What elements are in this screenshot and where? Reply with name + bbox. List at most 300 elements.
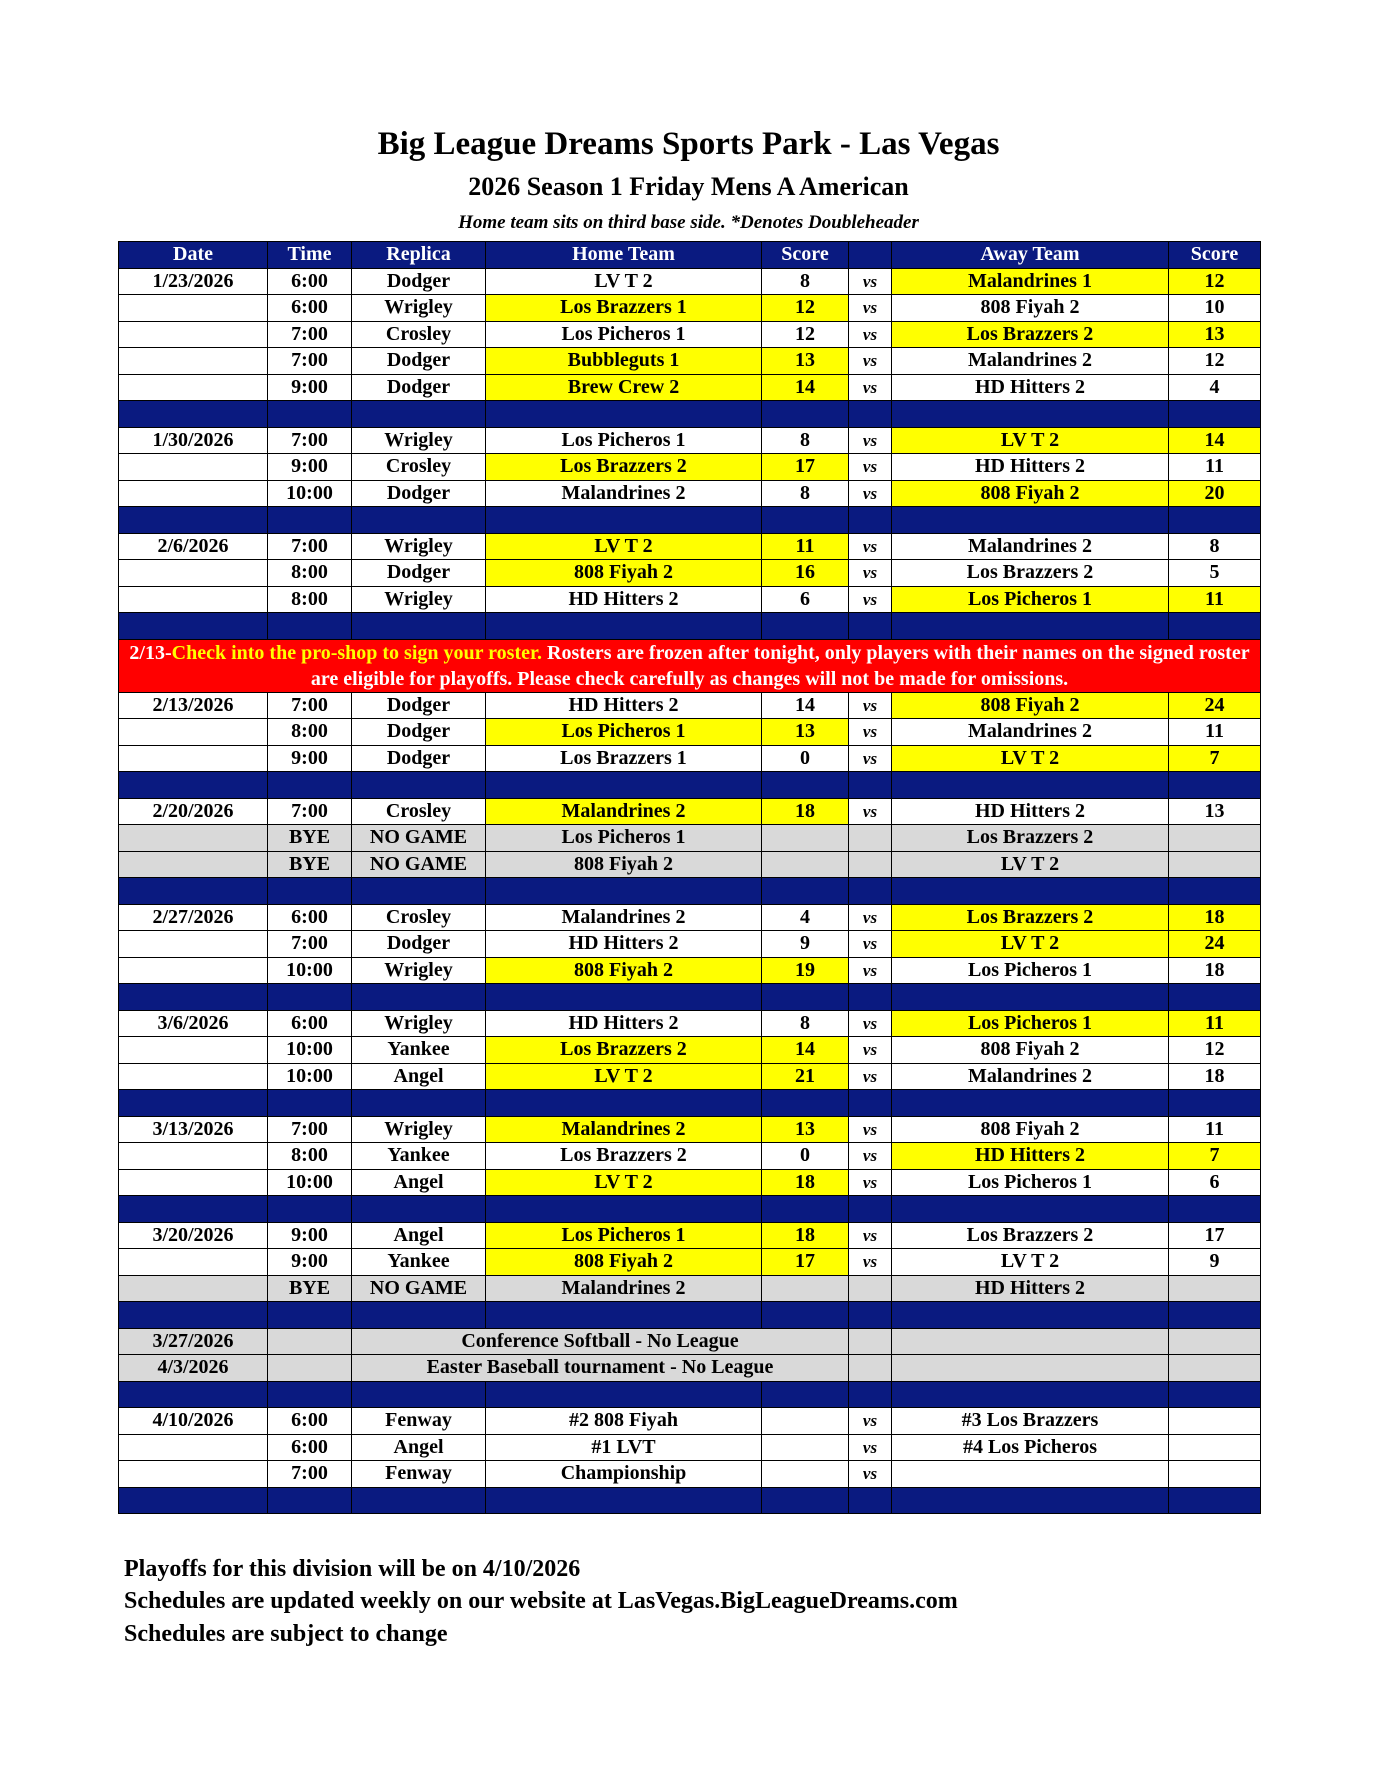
away-team-cell	[892, 1355, 1169, 1382]
home-team-cell: LV T 2	[486, 1169, 762, 1196]
game-row	[119, 1143, 1261, 1170]
event-row	[119, 1328, 1261, 1355]
field-cell: Wrigley	[352, 1116, 486, 1143]
separator-cell	[849, 1381, 892, 1408]
separator-cell	[486, 984, 762, 1011]
separator-row	[119, 772, 1261, 799]
vs-cell: vs	[849, 1037, 892, 1064]
home-team-cell: LV T 2	[486, 1063, 762, 1090]
date-cell: 3/6/2026	[119, 1010, 268, 1037]
home-team-cell: Los Picheros 1	[486, 1222, 762, 1249]
home-team-cell: 808 Fiyah 2	[486, 560, 762, 587]
vs-cell: vs	[849, 692, 892, 719]
page-title: Big League Dreams Sports Park - Las Vegas	[377, 126, 1000, 162]
separator-cell	[268, 984, 352, 1011]
time-cell: 6:00	[268, 295, 352, 322]
game-row	[119, 586, 1261, 613]
away-team-cell: 808 Fiyah 2	[892, 1116, 1169, 1143]
away-team-cell: HD Hitters 2	[892, 798, 1169, 825]
date-cell	[119, 931, 268, 958]
date-cell: 4/10/2026	[119, 1408, 268, 1435]
field-cell: Wrigley	[352, 586, 486, 613]
vs-cell: vs	[849, 1143, 892, 1170]
game-row	[119, 1010, 1261, 1037]
game-row	[119, 1063, 1261, 1090]
separator-cell	[762, 613, 849, 640]
separator-cell	[892, 1196, 1169, 1223]
vs-cell: vs	[849, 533, 892, 560]
game-row	[119, 295, 1261, 322]
home-team-cell: HD Hitters 2	[486, 692, 762, 719]
date-cell	[119, 851, 268, 878]
time-cell: 10:00	[268, 1169, 352, 1196]
away-team-cell: LV T 2	[892, 851, 1169, 878]
away-score-cell: 11	[1169, 586, 1261, 613]
time-cell: 8:00	[268, 719, 352, 746]
separator-cell	[849, 1196, 892, 1223]
separator-cell	[119, 772, 268, 799]
schedule-table	[118, 241, 1261, 1514]
vs-cell: vs	[849, 586, 892, 613]
field-cell: NO GAME	[352, 851, 486, 878]
away-score-cell: 11	[1169, 1116, 1261, 1143]
field-cell: Dodger	[352, 719, 486, 746]
separator-cell	[268, 878, 352, 905]
away-team-cell: Los Brazzers 2	[892, 1222, 1169, 1249]
field-cell: Dodger	[352, 692, 486, 719]
time-cell: 8:00	[268, 586, 352, 613]
separator-cell	[486, 772, 762, 799]
away-team-cell: LV T 2	[892, 745, 1169, 772]
vs-cell: vs	[849, 1222, 892, 1249]
home-score-cell: 13	[762, 1116, 849, 1143]
away-team-cell: Los Brazzers 2	[892, 904, 1169, 931]
notice-text: Rosters are frozen after tonight, only players with their names on the signed roster are eligible for playoffs. Please check carefully as changes will not be made for omissions.	[310, 641, 1250, 690]
vs-cell: vs	[849, 480, 892, 507]
time-cell: 7:00	[268, 1461, 352, 1488]
vs-cell: vs	[849, 745, 892, 772]
field-cell: NO GAME	[352, 825, 486, 852]
away-team-cell: HD Hitters 2	[892, 374, 1169, 401]
vs-cell: vs	[849, 374, 892, 401]
time-cell: BYE	[268, 825, 352, 852]
separator-cell	[892, 1487, 1169, 1514]
home-score-cell: 14	[762, 692, 849, 719]
away-score-cell: 8	[1169, 533, 1261, 560]
game-row	[119, 1408, 1261, 1435]
separator-row	[119, 1381, 1261, 1408]
away-score-cell: 11	[1169, 719, 1261, 746]
date-cell	[119, 825, 268, 852]
home-score-cell	[762, 1275, 849, 1302]
away-team-cell: Malandrines 2	[892, 719, 1169, 746]
away-score-cell: 10	[1169, 295, 1261, 322]
vs-cell: vs	[849, 427, 892, 454]
away-score-cell	[1169, 1355, 1261, 1382]
time-cell: 9:00	[268, 374, 352, 401]
separator-row	[119, 1302, 1261, 1329]
time-cell: 10:00	[268, 1037, 352, 1064]
field-cell: Yankee	[352, 1249, 486, 1276]
home-score-cell: 4	[762, 904, 849, 931]
away-score-cell: 12	[1169, 268, 1261, 295]
time-cell: 7:00	[268, 931, 352, 958]
date-cell	[119, 560, 268, 587]
away-team-cell: HD Hitters 2	[892, 454, 1169, 481]
separator-cell	[119, 1302, 268, 1329]
home-team-cell: HD Hitters 2	[486, 586, 762, 613]
separator-cell	[486, 1487, 762, 1514]
home-score-cell: 16	[762, 560, 849, 587]
game-row	[119, 1116, 1261, 1143]
away-score-cell	[1169, 1328, 1261, 1355]
separator-cell	[268, 1302, 352, 1329]
vs-cell: vs	[849, 321, 892, 348]
vs-cell	[849, 1355, 892, 1382]
field-cell: Wrigley	[352, 1010, 486, 1037]
home-score-cell: 17	[762, 1249, 849, 1276]
vs-cell: vs	[849, 957, 892, 984]
away-score-cell: 14	[1169, 427, 1261, 454]
game-row	[119, 957, 1261, 984]
away-score-cell	[1169, 1408, 1261, 1435]
separator-cell	[1169, 1302, 1261, 1329]
separator-cell	[352, 1090, 486, 1117]
vs-cell: vs	[849, 1116, 892, 1143]
home-team-cell: 808 Fiyah 2	[486, 957, 762, 984]
field-cell: Dodger	[352, 348, 486, 375]
time-cell: 7:00	[268, 692, 352, 719]
home-score-cell: 12	[762, 295, 849, 322]
separator-cell	[849, 401, 892, 428]
date-cell: 3/27/2026	[119, 1328, 268, 1355]
home-score-cell	[762, 851, 849, 878]
home-score-cell: 21	[762, 1063, 849, 1090]
col-header-away-score: Score	[1169, 242, 1261, 269]
bye-row	[119, 851, 1261, 878]
separator-cell	[486, 878, 762, 905]
away-team-cell: Los Picheros 1	[892, 586, 1169, 613]
separator-cell	[892, 401, 1169, 428]
col-header-vs	[849, 242, 892, 269]
game-row	[119, 1461, 1261, 1488]
separator-cell	[849, 1090, 892, 1117]
table-header-row	[119, 242, 1261, 269]
vs-cell: vs	[849, 1461, 892, 1488]
footer-disclaimer: Schedules are subject to change	[124, 1621, 448, 1647]
time-cell: 9:00	[268, 1222, 352, 1249]
time-cell: BYE	[268, 851, 352, 878]
field-cell: Dodger	[352, 268, 486, 295]
field-cell: Crosley	[352, 454, 486, 481]
separator-cell	[892, 772, 1169, 799]
home-team-cell: Los Picheros 1	[486, 427, 762, 454]
away-score-cell: 24	[1169, 931, 1261, 958]
home-team-cell: 808 Fiyah 2	[486, 1249, 762, 1276]
field-cell: Angel	[352, 1063, 486, 1090]
game-row	[119, 321, 1261, 348]
separator-cell	[352, 1487, 486, 1514]
away-score-cell: 7	[1169, 1143, 1261, 1170]
separator-row	[119, 613, 1261, 640]
away-team-cell: Los Picheros 1	[892, 1169, 1169, 1196]
game-row	[119, 798, 1261, 825]
away-team-cell: 808 Fiyah 2	[892, 1037, 1169, 1064]
date-cell: 2/20/2026	[119, 798, 268, 825]
away-score-cell	[1169, 825, 1261, 852]
vs-cell	[849, 851, 892, 878]
field-cell: Angel	[352, 1169, 486, 1196]
date-cell	[119, 1037, 268, 1064]
date-cell	[119, 719, 268, 746]
separator-cell	[119, 984, 268, 1011]
separator-cell	[762, 507, 849, 534]
date-cell	[119, 745, 268, 772]
date-cell: 4/3/2026	[119, 1355, 268, 1382]
separator-cell	[849, 1302, 892, 1329]
away-score-cell: 9	[1169, 1249, 1261, 1276]
vs-cell	[849, 1275, 892, 1302]
away-team-cell: Los Picheros 1	[892, 957, 1169, 984]
separator-cell	[1169, 1487, 1261, 1514]
separator-cell	[486, 401, 762, 428]
game-row	[119, 1222, 1261, 1249]
home-team-cell: Los Brazzers 1	[486, 295, 762, 322]
separator-cell	[1169, 507, 1261, 534]
date-cell	[119, 1434, 268, 1461]
vs-cell: vs	[849, 798, 892, 825]
separator-cell	[352, 878, 486, 905]
separator-cell	[119, 1381, 268, 1408]
home-score-cell: 8	[762, 427, 849, 454]
col-header-home-score: Score	[762, 242, 849, 269]
time-cell: 6:00	[268, 1010, 352, 1037]
field-cell: Wrigley	[352, 295, 486, 322]
home-team-cell: Los Brazzers 2	[486, 454, 762, 481]
home-score-cell: 8	[762, 268, 849, 295]
game-row	[119, 1169, 1261, 1196]
date-cell	[119, 1169, 268, 1196]
time-cell: 6:00	[268, 1434, 352, 1461]
game-row	[119, 374, 1261, 401]
away-team-cell: LV T 2	[892, 427, 1169, 454]
separator-cell	[762, 1381, 849, 1408]
home-score-cell: 8	[762, 480, 849, 507]
time-cell: 7:00	[268, 1116, 352, 1143]
separator-cell	[892, 613, 1169, 640]
vs-cell: vs	[849, 904, 892, 931]
away-score-cell: 20	[1169, 480, 1261, 507]
home-score-cell: 17	[762, 454, 849, 481]
home-score-cell: 13	[762, 719, 849, 746]
separator-cell	[352, 984, 486, 1011]
game-row	[119, 931, 1261, 958]
separator-row	[119, 1196, 1261, 1223]
separator-cell	[1169, 772, 1261, 799]
field-cell: Crosley	[352, 798, 486, 825]
away-team-cell: LV T 2	[892, 1249, 1169, 1276]
time-cell: 6:00	[268, 1408, 352, 1435]
home-score-cell: 18	[762, 1222, 849, 1249]
field-cell: Fenway	[352, 1408, 486, 1435]
time-cell: 6:00	[268, 904, 352, 931]
home-team-cell: Los Brazzers 1	[486, 745, 762, 772]
col-header-home-team: Home Team	[486, 242, 762, 269]
separator-cell	[486, 1196, 762, 1223]
separator-cell	[119, 507, 268, 534]
home-team-cell: #2 808 Fiyah	[486, 1408, 762, 1435]
game-row	[119, 454, 1261, 481]
home-score-cell: 19	[762, 957, 849, 984]
away-team-cell: Los Picheros 1	[892, 1010, 1169, 1037]
time-cell: 9:00	[268, 1249, 352, 1276]
separator-cell	[849, 613, 892, 640]
away-score-cell: 7	[1169, 745, 1261, 772]
date-cell: 2/6/2026	[119, 533, 268, 560]
game-row	[119, 692, 1261, 719]
home-score-cell: 13	[762, 348, 849, 375]
away-team-cell	[892, 1461, 1169, 1488]
home-team-cell: Los Picheros 1	[486, 719, 762, 746]
col-header-replica: Replica	[352, 242, 486, 269]
notice-row	[119, 639, 1261, 692]
time-cell: 7:00	[268, 321, 352, 348]
separator-cell	[849, 878, 892, 905]
game-row	[119, 348, 1261, 375]
game-row	[119, 560, 1261, 587]
time-cell: 7:00	[268, 427, 352, 454]
separator-cell	[892, 1381, 1169, 1408]
separator-cell	[486, 1090, 762, 1117]
home-team-cell: #1 LVT	[486, 1434, 762, 1461]
date-cell	[119, 295, 268, 322]
away-team-cell: Los Brazzers 2	[892, 560, 1169, 587]
col-header-date: Date	[119, 242, 268, 269]
separator-cell	[892, 507, 1169, 534]
home-team-cell: 808 Fiyah 2	[486, 851, 762, 878]
home-team-cell: Championship	[486, 1461, 762, 1488]
away-team-cell: HD Hitters 2	[892, 1143, 1169, 1170]
separator-cell	[892, 1090, 1169, 1117]
event-text: Easter Baseball tournament - No League	[352, 1355, 849, 1382]
separator-cell	[1169, 1196, 1261, 1223]
field-cell: Fenway	[352, 1461, 486, 1488]
date-cell	[119, 1275, 268, 1302]
game-row	[119, 1434, 1261, 1461]
field-cell: Wrigley	[352, 533, 486, 560]
vs-cell: vs	[849, 454, 892, 481]
away-team-cell: #4 Los Picheros	[892, 1434, 1169, 1461]
time-cell	[268, 1355, 352, 1382]
separator-cell	[1169, 401, 1261, 428]
date-cell	[119, 957, 268, 984]
vs-cell: vs	[849, 1249, 892, 1276]
time-cell: 9:00	[268, 745, 352, 772]
vs-cell: vs	[849, 268, 892, 295]
separator-cell	[119, 1196, 268, 1223]
game-row	[119, 1037, 1261, 1064]
field-cell: NO GAME	[352, 1275, 486, 1302]
home-team-cell: Los Picheros 1	[486, 825, 762, 852]
separator-cell	[352, 1196, 486, 1223]
schedule-body	[119, 268, 1261, 1514]
date-cell: 1/30/2026	[119, 427, 268, 454]
game-row	[119, 1249, 1261, 1276]
date-cell	[119, 348, 268, 375]
separator-cell	[762, 1090, 849, 1117]
vs-cell: vs	[849, 1063, 892, 1090]
away-team-cell: 808 Fiyah 2	[892, 692, 1169, 719]
time-cell: 8:00	[268, 560, 352, 587]
separator-cell	[1169, 984, 1261, 1011]
away-score-cell: 4	[1169, 374, 1261, 401]
time-cell: 7:00	[268, 533, 352, 560]
away-score-cell	[1169, 851, 1261, 878]
away-score-cell: 12	[1169, 348, 1261, 375]
date-cell	[119, 1143, 268, 1170]
separator-cell	[352, 1302, 486, 1329]
vs-cell: vs	[849, 295, 892, 322]
field-cell: Angel	[352, 1222, 486, 1249]
vs-cell: vs	[849, 931, 892, 958]
time-cell: 6:00	[268, 268, 352, 295]
field-cell: Wrigley	[352, 957, 486, 984]
separator-cell	[1169, 878, 1261, 905]
date-cell	[119, 1461, 268, 1488]
field-cell: Wrigley	[352, 427, 486, 454]
away-team-cell: Los Brazzers 2	[892, 825, 1169, 852]
field-cell: Dodger	[352, 480, 486, 507]
home-team-cell: Malandrines 2	[486, 1275, 762, 1302]
separator-cell	[849, 772, 892, 799]
date-cell: 2/27/2026	[119, 904, 268, 931]
separator-cell	[119, 1487, 268, 1514]
time-cell: 9:00	[268, 454, 352, 481]
separator-row	[119, 1487, 1261, 1514]
game-row	[119, 719, 1261, 746]
date-cell	[119, 454, 268, 481]
home-team-cell: Brew Crew 2	[486, 374, 762, 401]
date-cell	[119, 321, 268, 348]
home-score-cell: 0	[762, 745, 849, 772]
away-team-cell	[892, 1328, 1169, 1355]
separator-cell	[892, 984, 1169, 1011]
vs-cell: vs	[849, 1169, 892, 1196]
field-cell: Dodger	[352, 931, 486, 958]
separator-row	[119, 1090, 1261, 1117]
separator-cell	[486, 507, 762, 534]
separator-row	[119, 984, 1261, 1011]
away-score-cell: 17	[1169, 1222, 1261, 1249]
home-score-cell: 14	[762, 374, 849, 401]
game-row	[119, 533, 1261, 560]
field-cell: Dodger	[352, 374, 486, 401]
away-score-cell	[1169, 1434, 1261, 1461]
time-cell	[268, 1328, 352, 1355]
away-team-cell: Malandrines 2	[892, 1063, 1169, 1090]
away-score-cell: 11	[1169, 454, 1261, 481]
separator-cell	[486, 1381, 762, 1408]
home-team-cell: LV T 2	[486, 533, 762, 560]
field-cell: Dodger	[352, 745, 486, 772]
notice-date: 2/13-	[129, 641, 172, 664]
field-cell: Yankee	[352, 1037, 486, 1064]
separator-cell	[119, 613, 268, 640]
away-team-cell: 808 Fiyah 2	[892, 295, 1169, 322]
home-team-cell: Malandrines 2	[486, 480, 762, 507]
time-cell: 10:00	[268, 480, 352, 507]
col-header-away-team: Away Team	[892, 242, 1169, 269]
